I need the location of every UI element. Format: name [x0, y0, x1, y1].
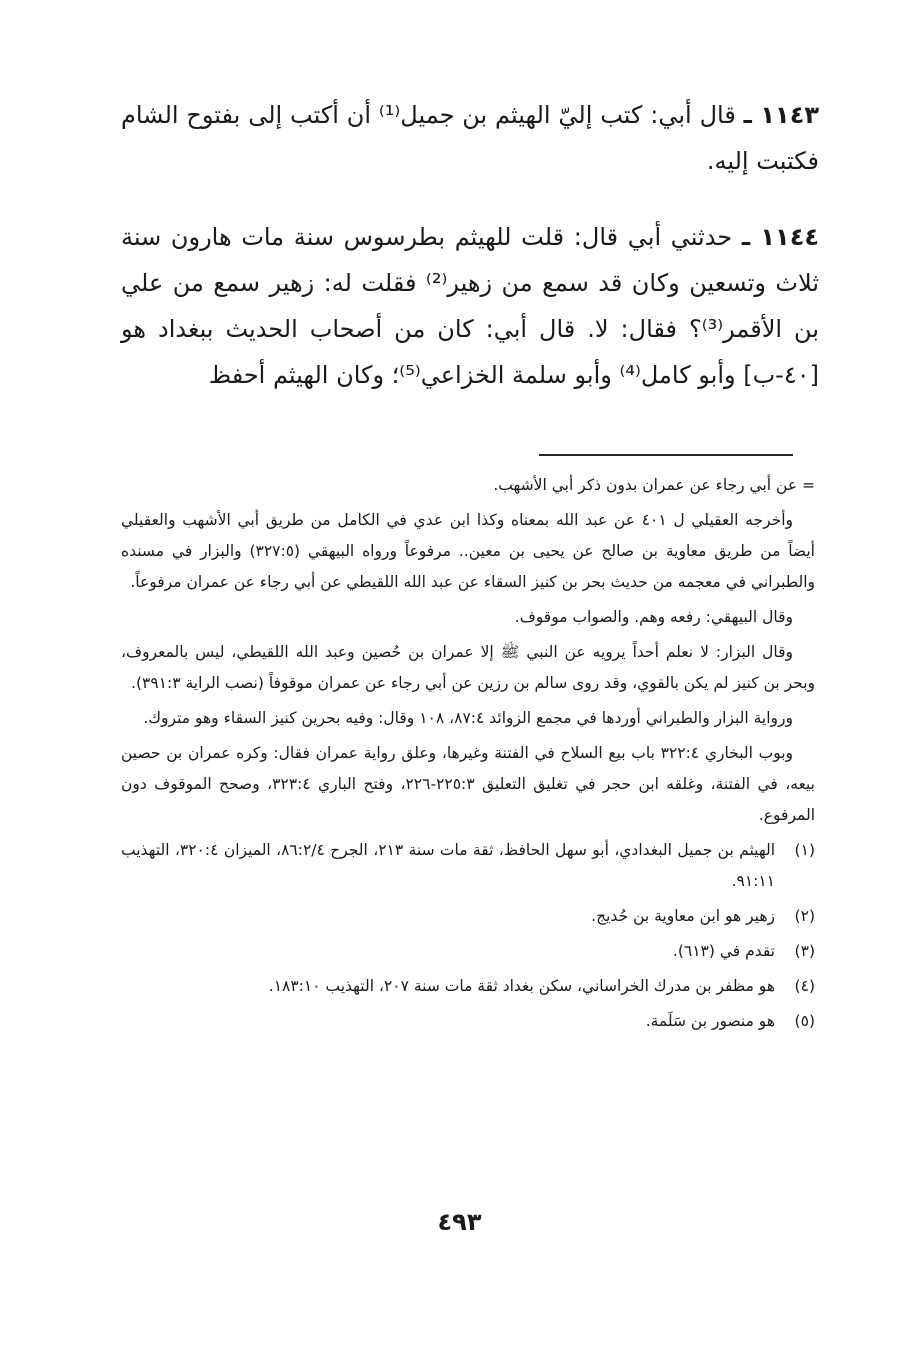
footnote-paragraph: = عن أبي رجاء عن عمران بدون ذكر أبي الأشهب.	[493, 476, 815, 494]
footnote-list	[121, 835, 815, 1037]
paragraph-number: ١١٤٣ ـ	[743, 101, 819, 129]
footnote-paragraph: وبوب البخاري ٣٢٢:٤ باب بيع السلاح في الفتنة وغيرها، وعلق رواية عمران فقال: وكره عمران بن حصين بيعه، في الفتنة، وغلقه ابن حجر في تغليق التعليق ٢٢٥:٣-٢٢٦، وفتح الباري ٣٢٣:٤، وصحح الموقوف دون المرفوع.	[121, 744, 815, 824]
footnote-marker: (٢)	[794, 907, 815, 925]
footnote-item	[121, 901, 815, 932]
footnote-continuation	[121, 470, 815, 831]
footnote-item	[121, 936, 815, 967]
footnote-marker: (٥)	[794, 1012, 815, 1030]
paragraph-text: حدثني أبي قال: قلت للهيثم بطرسوس سنة مات هارون سنة ثلاث وتسعين وكان قد سمع من زهير⁽²⁾ فقلت له: زهير سمع من علي بن الأقمر⁽³⁾؟ فقال: لا. قال أبي: كان من أصحاب الحديث ببغداد هو [٤٠-ب] وأبو كامل⁽⁴⁾ وأبو سلمة الخزاعي⁽⁵⁾؛ وكان الهيثم أحفظ	[121, 223, 820, 389]
page-number: ٤٩٣	[437, 1208, 482, 1236]
footnote-paragraph: ورواية البزار والطبراني أوردها في مجمع الزوائد ٨٧:٤، ١٠٨ وقال: وفيه بحرين كنيز السقاء وهو متروك.	[143, 709, 793, 727]
paragraph-1144	[121, 214, 819, 398]
footnote-marker: (١)	[794, 841, 815, 859]
footnote-text: هو مظفر بن مدرك الخراساني، سكن بغداد ثقة مات سنة ٢٠٧، التهذيب ١٨٣:١٠.	[268, 977, 775, 995]
paragraph-number: ١١٤٤ ـ	[741, 223, 819, 251]
footnote-divider	[539, 454, 793, 456]
footnotes-section	[121, 470, 815, 1041]
paragraph-1143	[121, 92, 819, 184]
footnote-text: هو منصور بن سَلَمة.	[645, 1012, 775, 1030]
paragraph-text: قال أبي: كتب إليّ الهيثم بن جميل⁽¹⁾ أن أكتب إلى بفتوح الشام فكتبت إليه.	[121, 101, 819, 175]
footnote-paragraph: وأخرجه العقيلي ل ٤٠١ عن عبد الله بمعناه وكذا ابن عدي في الكامل من طريق أبي الأشهب والعقيلي أيضاً من طريق معاوية بن صالح عن يحيى بن معين.. مرفوعاً ورواه البيهقي (٣٢٧:٥) والبزار في مسنده والطبراني في معجمه من حديث بحر بن كنيز السقاء عن عبد الله اللقيطي عن أبي رجاء عن عمران مرفوعاً.	[121, 511, 815, 591]
main-text	[121, 92, 819, 428]
footnote-paragraph: وقال البيهقي: رفعه وهم. والصواب موقوف.	[514, 608, 793, 626]
footnote-text: الهيثم بن جميل البغدادي، أبو سهل الحافظ، ثقة مات سنة ٢١٣، الجرح ٨٦:٢/٤، الميزان ٣٢٠:٤، التهذيب ٩١:١١.	[121, 841, 775, 890]
footnote-item	[121, 1006, 815, 1037]
footnote-text: تقدم في (٦١٣).	[672, 942, 775, 960]
footnote-item	[121, 835, 815, 897]
footnote-paragraph: وقال البزار: لا نعلم أحداً يرويه عن النبي ﷺ إلا عمران بن حُصين وعبد الله اللقيطي، ليس بالمعروف، وبحر بن كنيز لم يكن بالقوي، وقد روى سالم بن رزين عن أبي رجاء عن عمران موقوفاً (نصب الراية ٣٩١:٣).	[121, 643, 815, 692]
footnote-text: زهير هو ابن معاوية بن حُديج.	[591, 907, 775, 925]
footnote-marker: (٤)	[794, 977, 815, 995]
footnote-item	[121, 971, 815, 1002]
footnote-marker: (٣)	[794, 942, 815, 960]
